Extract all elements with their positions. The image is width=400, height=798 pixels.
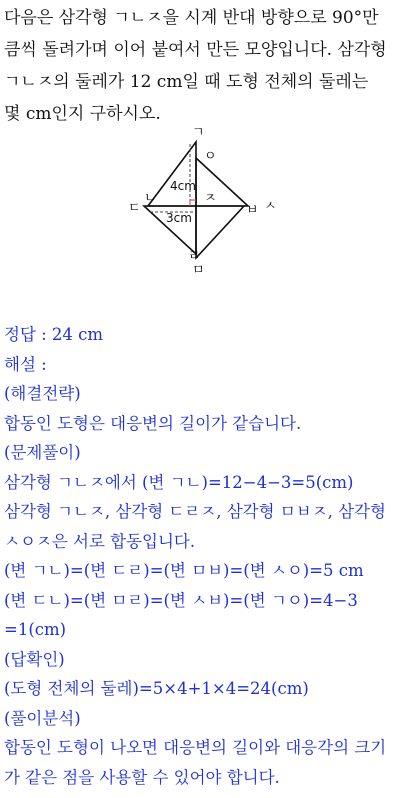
problem-line: 몇 cm인지 구하시오.	[4, 104, 161, 124]
vertex-label-g: ㄱ	[192, 125, 205, 140]
analysis-line: 가 같은 점을 사용할 수 있어야 합니다.	[4, 767, 280, 787]
explanation-heading: 해설 :	[4, 354, 47, 374]
solution-line: ㅅㅇㅈ은 서로 합동입니다.	[4, 531, 196, 551]
check-line: (도형 전체의 둘레)=5×4+1×4=24(cm)	[4, 679, 309, 698]
solution-section	[4, 320, 400, 792]
solution-line: 삼각형 ㄱㄴㅈ에서 (변 ㄱㄴ)=12−4−3=5(cm)	[4, 472, 354, 492]
vertex-label-n: ㄴ	[144, 191, 157, 206]
triangle-m-b-j	[196, 206, 244, 258]
analysis-heading: (풀이분석)	[4, 708, 81, 728]
answer-line: 정답 : 24 cm	[4, 325, 104, 344]
vertex-label-b: ㅂ	[246, 203, 259, 218]
height-dimension-label: 4cm	[170, 179, 196, 193]
solving-heading: (문제풀이)	[4, 443, 81, 462]
solution-line: 삼각형 ㄱㄴㅈ, 삼각형 ㄷㄹㅈ, 삼각형 ㅁㅂㅈ, 삼각형	[4, 502, 386, 521]
problem-line: 다음은 삼각형 ㄱㄴㅈ을 시계 반대 방향으로 90°만	[4, 8, 379, 28]
vertex-label-j: ㅈ	[204, 191, 217, 206]
solution-line: =1(cm)	[4, 620, 67, 639]
problem-line: 큼씩 돌려가며 이어 붙여서 만든 모양입니다. 삼각형	[4, 40, 387, 60]
solution-line: (변 ㄱㄴ)=(변 ㄷㄹ)=(변 ㅁㅂ)=(변 ㅅㅇ)=5 cm	[4, 561, 364, 580]
right-angle-mark	[190, 200, 196, 206]
vertex-label-o: ㅇ	[204, 149, 217, 164]
pinwheel-figure	[130, 122, 280, 282]
solution-line: (변 ㄷㄴ)=(변 ㅁㄹ)=(변 ㅅㅂ)=(변 ㄱㅇ)=4−3	[4, 590, 358, 610]
check-heading: (답확인)	[4, 649, 65, 669]
base-dimension-label: 3cm	[166, 211, 192, 225]
problem-line: ㄱㄴㅈ의 둘레가 12 cm일 때 도형 전체의 둘레는	[4, 72, 369, 92]
problem-statement	[4, 2, 400, 130]
vertex-label-m: ㅁ	[192, 263, 205, 278]
vertex-label-d: ㄷ	[128, 201, 141, 216]
strategy-text: 합동인 도형은 대응변의 길이가 같습니다.	[4, 413, 302, 433]
pinwheel-diagram	[130, 122, 280, 282]
vertex-label-r: ㄹ	[188, 249, 201, 264]
vertex-label-s: ㅅ	[264, 199, 277, 214]
strategy-heading: (해결전략)	[4, 384, 81, 403]
analysis-line: 합동인 도형이 나오면 대응변의 길이와 대응각의 크기	[4, 738, 387, 757]
